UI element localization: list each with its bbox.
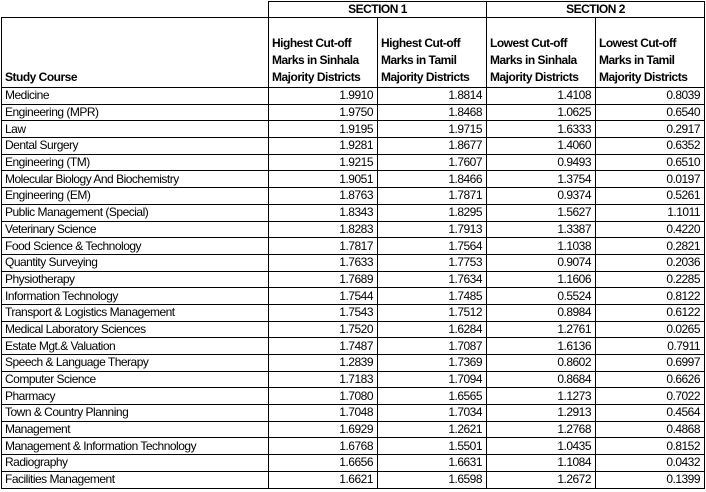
highest-sinhala-cell: 1.8283 [269,221,378,238]
lowest-tamil-header: Lowest Cut-off Marks in Tamil Majority Districts [596,18,705,88]
study-course-cell: Management & Information Technology [2,438,269,455]
highest-tamil-cell: 1.5501 [378,438,487,455]
lowest-tamil-cell: 0.7911 [596,338,705,355]
highest-tamil-cell: 1.7087 [378,338,487,355]
highest-tamil-cell: 1.6565 [378,388,487,405]
highest-sinhala-cell: 1.7048 [269,405,378,422]
lowest-sinhala-cell: 0.8684 [487,371,596,388]
table-row [2,421,705,438]
lowest-sinhala-cell: 1.3387 [487,221,596,238]
highest-sinhala-cell: 1.9195 [269,121,378,138]
highest-tamil-cell: 1.7564 [378,238,487,255]
table-row [2,88,705,105]
study-course-cell: Management [2,421,269,438]
highest-sinhala-cell: 1.7633 [269,254,378,271]
highest-tamil-cell: 1.8814 [378,88,487,105]
highest-tamil-cell: 1.7634 [378,271,487,288]
highest-tamil-cell: 1.7369 [378,355,487,372]
cutoff-marks-sheet [1,1,704,489]
table-row [2,254,705,271]
highest-sinhala-cell: 1.6929 [269,421,378,438]
lowest-sinhala-cell: 1.2913 [487,405,596,422]
lowest-tamil-cell: 0.1399 [596,471,705,488]
table-row [2,355,705,372]
lowest-tamil-cell: 0.6540 [596,104,705,121]
lowest-tamil-cell: 0.2285 [596,271,705,288]
table-row [2,154,705,171]
column-header-row [2,18,705,88]
table-row [2,188,705,205]
lowest-sinhala-cell: 0.9374 [487,188,596,205]
highest-tamil-cell: 1.7607 [378,154,487,171]
highest-sinhala-cell: 1.7520 [269,321,378,338]
table-row [2,238,705,255]
lowest-tamil-cell: 0.2036 [596,254,705,271]
section1-header: SECTION 1 [269,2,487,18]
highest-tamil-cell: 1.7913 [378,221,487,238]
lowest-tamil-cell: 0.6997 [596,355,705,372]
lowest-tamil-cell: 0.4220 [596,221,705,238]
lowest-tamil-cell: 0.5261 [596,188,705,205]
lowest-sinhala-cell: 1.4108 [487,88,596,105]
table-row [2,104,705,121]
lowest-tamil-cell: 0.8039 [596,88,705,105]
highest-tamil-cell: 1.8295 [378,204,487,221]
highest-tamil-cell: 1.9715 [378,121,487,138]
study-course-cell: Radiography [2,455,269,472]
table-row [2,171,705,188]
table-row [2,455,705,472]
highest-tamil-cell: 1.7485 [378,288,487,305]
highest-tamil-cell: 1.6631 [378,455,487,472]
highest-tamil-cell: 1.7512 [378,304,487,321]
lowest-tamil-cell: 0.4564 [596,405,705,422]
highest-sinhala-cell: 1.7183 [269,371,378,388]
lowest-tamil-cell: 0.4868 [596,421,705,438]
table-row [2,371,705,388]
highest-sinhala-cell: 1.7689 [269,271,378,288]
study-course-cell: Information Technology [2,288,269,305]
highest-tamil-cell: 1.8677 [378,138,487,155]
study-course-cell: Town & Country Planning [2,405,269,422]
table-row [2,405,705,422]
highest-tamil-cell: 1.7753 [378,254,487,271]
highest-sinhala-cell: 1.8343 [269,204,378,221]
lowest-sinhala-cell: 1.1273 [487,388,596,405]
lowest-sinhala-cell: 0.9074 [487,254,596,271]
lowest-tamil-cell: 0.0432 [596,455,705,472]
lowest-tamil-cell: 0.6510 [596,154,705,171]
lowest-sinhala-cell: 1.1606 [487,271,596,288]
lowest-sinhala-cell: 1.3754 [487,171,596,188]
lowest-tamil-cell: 0.2917 [596,121,705,138]
lowest-sinhala-cell: 1.4060 [487,138,596,155]
lowest-tamil-cell: 0.8122 [596,288,705,305]
highest-sinhala-cell: 1.7543 [269,304,378,321]
table-row [2,321,705,338]
lowest-sinhala-cell: 1.0435 [487,438,596,455]
table-row [2,338,705,355]
lowest-tamil-cell: 0.7022 [596,388,705,405]
lowest-sinhala-cell: 1.1038 [487,238,596,255]
table-row [2,271,705,288]
table-row [2,438,705,455]
highest-sinhala-cell: 1.6621 [269,471,378,488]
study-course-cell: Engineering (EM) [2,188,269,205]
study-course-cell: Engineering (TM) [2,154,269,171]
table-row [2,221,705,238]
table-row [2,471,705,488]
highest-tamil-cell: 1.6598 [378,471,487,488]
section-header-row [2,2,705,18]
highest-tamil-cell: 1.7871 [378,188,487,205]
study-course-cell: Public Management (Special) [2,204,269,221]
lowest-tamil-cell: 0.8152 [596,438,705,455]
highest-tamil-cell: 1.7094 [378,371,487,388]
lowest-sinhala-cell: 0.9493 [487,154,596,171]
lowest-sinhala-cell: 1.2672 [487,471,596,488]
study-course-cell: Dental Surgery [2,138,269,155]
highest-sinhala-cell: 1.7544 [269,288,378,305]
highest-tamil-cell: 1.7034 [378,405,487,422]
study-course-cell: Facilities Management [2,471,269,488]
lowest-tamil-cell: 0.2821 [596,238,705,255]
study-course-cell: Molecular Biology And Biochemistry [2,171,269,188]
study-course-cell: Medical Laboratory Sciences [2,321,269,338]
lowest-sinhala-cell: 1.1084 [487,455,596,472]
highest-sinhala-cell: 1.9281 [269,138,378,155]
table-row [2,138,705,155]
highest-tamil-cell: 1.8466 [378,171,487,188]
table-row [2,121,705,138]
study-course-cell: Engineering (MPR) [2,104,269,121]
lowest-sinhala-cell: 1.6136 [487,338,596,355]
highest-sinhala-cell: 1.9051 [269,171,378,188]
section2-header: SECTION 2 [487,2,705,18]
lowest-sinhala-cell: 0.8984 [487,304,596,321]
lowest-tamil-cell: 0.0197 [596,171,705,188]
study-course-cell: Food Science & Technology [2,238,269,255]
table-row [2,204,705,221]
lowest-sinhala-cell: 0.5524 [487,288,596,305]
highest-sinhala-cell: 1.2839 [269,355,378,372]
lowest-tamil-cell: 0.6352 [596,138,705,155]
table-row [2,288,705,305]
lowest-sinhala-cell: 1.6333 [487,121,596,138]
lowest-tamil-cell: 0.6122 [596,304,705,321]
section-blank-cell [2,2,269,18]
lowest-sinhala-header: Lowest Cut-off Marks in Sinhala Majority Districts [487,18,596,88]
highest-tamil-cell: 1.8468 [378,104,487,121]
highest-sinhala-cell: 1.7080 [269,388,378,405]
study-course-cell: Veterinary Science [2,221,269,238]
table-body [2,88,705,489]
study-course-header: Study Course [2,18,269,88]
study-course-cell: Speech & Language Therapy [2,355,269,372]
study-course-cell: Physiotherapy [2,271,269,288]
highest-sinhala-cell: 1.7817 [269,238,378,255]
highest-sinhala-cell: 1.8763 [269,188,378,205]
study-course-cell: Law [2,121,269,138]
lowest-tamil-cell: 1.1011 [596,204,705,221]
cutoff-marks-table [1,1,705,489]
highest-sinhala-cell: 1.6768 [269,438,378,455]
study-course-cell: Computer Science [2,371,269,388]
study-course-cell: Transport & Logistics Management [2,304,269,321]
highest-tamil-header: Highest Cut-off Marks in Tamil Majority Districts [378,18,487,88]
highest-sinhala-cell: 1.7487 [269,338,378,355]
table-row [2,388,705,405]
highest-sinhala-cell: 1.9910 [269,88,378,105]
study-course-cell: Pharmacy [2,388,269,405]
lowest-sinhala-cell: 1.5627 [487,204,596,221]
highest-sinhala-cell: 1.9750 [269,104,378,121]
highest-sinhala-header: Highest Cut-off Marks in Sinhala Majority Districts [269,18,378,88]
study-course-cell: Medicine [2,88,269,105]
highest-tamil-cell: 1.6284 [378,321,487,338]
lowest-sinhala-cell: 1.2761 [487,321,596,338]
study-course-cell: Estate Mgt.& Valuation [2,338,269,355]
lowest-sinhala-cell: 0.8602 [487,355,596,372]
lowest-tamil-cell: 0.0265 [596,321,705,338]
study-course-cell: Quantity Surveying [2,254,269,271]
highest-tamil-cell: 1.2621 [378,421,487,438]
highest-sinhala-cell: 1.6656 [269,455,378,472]
lowest-tamil-cell: 0.6626 [596,371,705,388]
highest-sinhala-cell: 1.9215 [269,154,378,171]
lowest-sinhala-cell: 1.2768 [487,421,596,438]
lowest-sinhala-cell: 1.0625 [487,104,596,121]
table-row [2,304,705,321]
